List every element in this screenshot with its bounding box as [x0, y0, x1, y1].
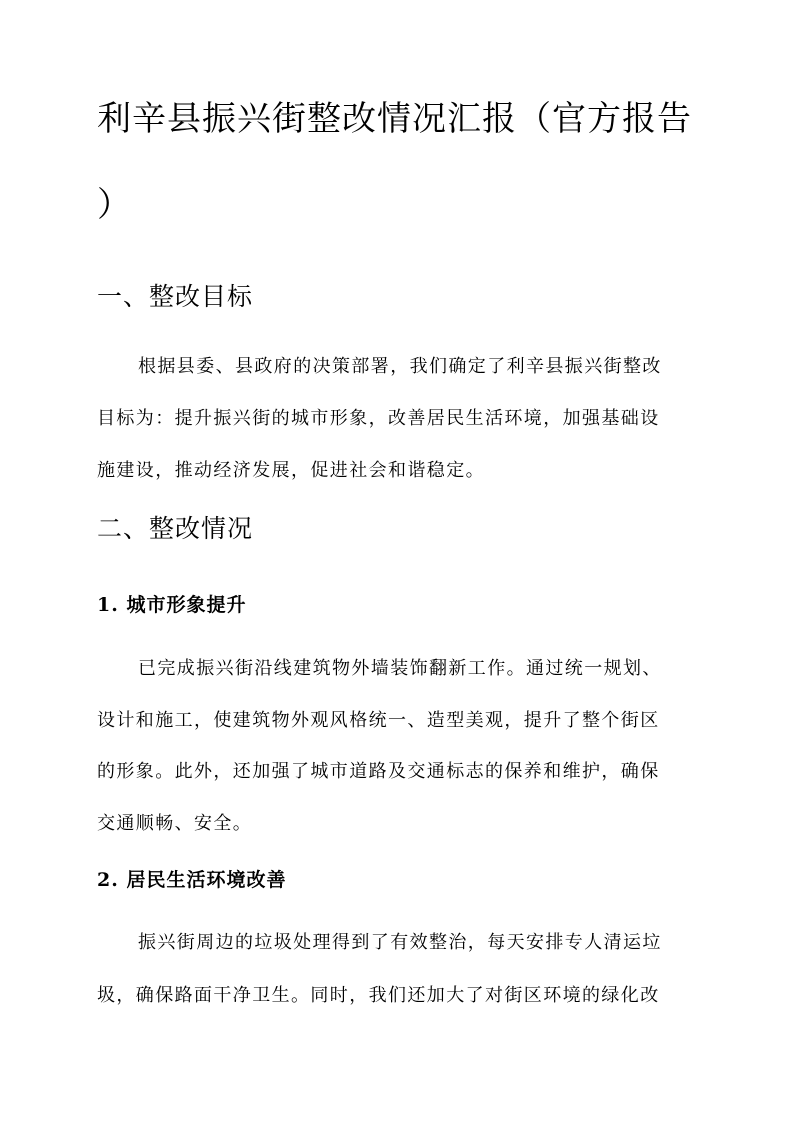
goals-paragraph-line-3: 施建设，推动经济发展，促进社会和谐稳定。 [97, 460, 485, 481]
city-image-paragraph-line-1: 已完成振兴街沿线建筑物外墙装饰翻新工作。通过统一规划、 [138, 658, 662, 679]
goals-paragraph-line-1: 根据县委、县政府的决策部署，我们确定了利辛县振兴街整改 [138, 356, 662, 377]
living-environment-paragraph-line-1: 振兴街周边的垃圾处理得到了有效整治，每天安排专人清运垃 [138, 932, 662, 953]
subsection-heading-city-image: 1. 城市形象提升 [97, 594, 247, 616]
document-title-line-1: 利辛县振兴街整改情况汇报（官方报告 [97, 99, 692, 139]
subsection-heading-living-environment: 2. 居民生活环境改善 [97, 869, 287, 891]
section-heading-status: 二、整改情况 [97, 514, 254, 543]
document-title-line-2: ） [97, 185, 132, 225]
section-heading-goals: 一、整改目标 [97, 282, 254, 311]
living-environment-paragraph-line-2: 圾，确保路面干净卫生。同时，我们还加大了对街区环境的绿化改 [97, 985, 660, 1006]
goals-paragraph-line-2: 目标为：提升振兴街的城市形象，改善居民生活环境，加强基础设 [97, 408, 660, 429]
city-image-paragraph-line-4: 交通顺畅、安全。 [97, 813, 253, 834]
city-image-paragraph-line-3: 的形象。此外，还加强了城市道路及交通标志的保养和维护，确保 [97, 761, 660, 782]
city-image-paragraph-line-2: 设计和施工，使建筑物外观风格统一、造型美观，提升了整个街区 [97, 710, 660, 731]
